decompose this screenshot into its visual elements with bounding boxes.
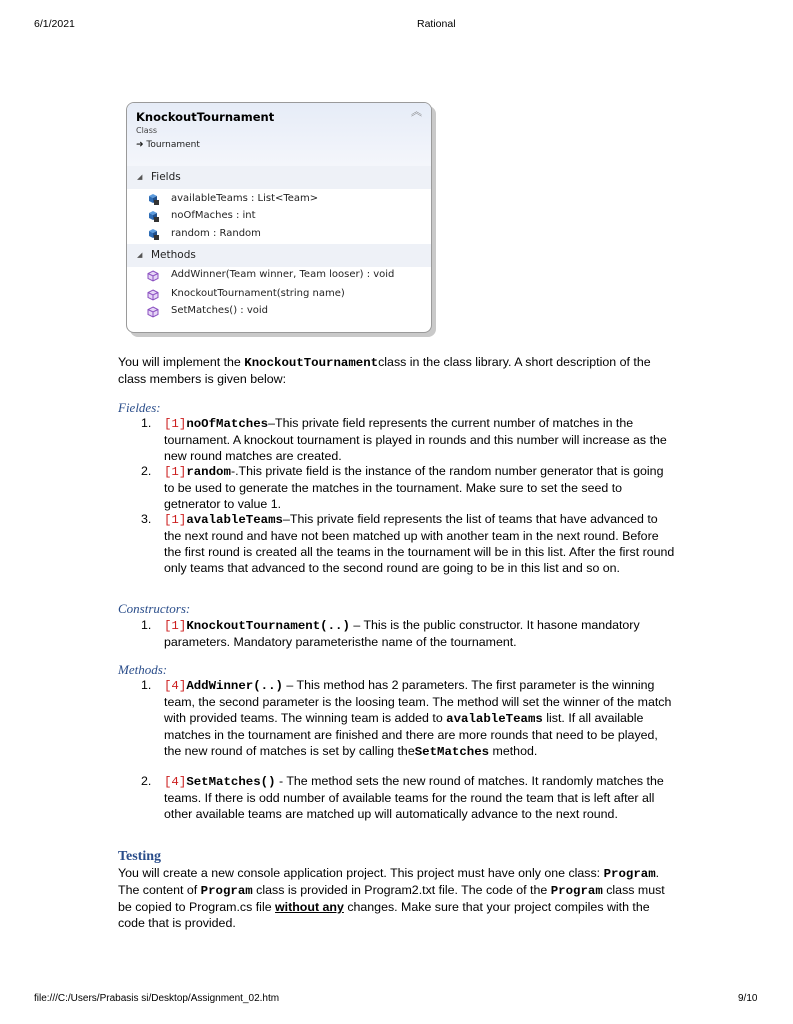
testing-heading: Testing (118, 849, 162, 864)
constructors-heading: Constructors: (118, 601, 191, 616)
emphasis-text: without any (275, 900, 344, 914)
inherit-arrow-icon: ➜ (136, 140, 147, 150)
testing-text: changes. Make sure that your project compiles with the code that is provided. (118, 900, 650, 930)
field-lock-icon (147, 228, 159, 240)
intro-text-1: You will implement the (118, 355, 245, 369)
intro-paragraph (118, 354, 678, 387)
inline-code: Program (603, 867, 656, 881)
class-header (127, 103, 431, 166)
class-base (136, 140, 200, 150)
class-diagram (126, 102, 432, 333)
field-no-of-maches: noOfMaches : int (171, 210, 256, 221)
method-cube-icon (147, 306, 159, 318)
page-number: 9/10 (738, 993, 758, 1004)
field-code: noOfMatches (186, 417, 269, 431)
testing-text: You will create a new console application project. This project must have only one class: (118, 866, 604, 880)
intro-class-code: KnockoutTournament (244, 356, 379, 370)
field-code: avalableTeams (186, 513, 283, 527)
method-description: - The method sets the new round of matches. It randomly matches the teams. If there is odd number of available teams for the round the team that is left after all other available teams are matched up will automatically advance to the next round. (164, 774, 664, 821)
method-cube-icon (147, 270, 159, 282)
fields-heading: Fieldes: (118, 400, 161, 415)
field-item-random (164, 463, 676, 512)
method-set-matches: SetMatches() : void (171, 305, 268, 316)
intro-text-2: class in the class library. A short description of the class members is given below: (118, 355, 651, 386)
methods-section-header[interactable] (127, 244, 431, 267)
constructor-code: KnockoutTournament(..) (186, 619, 350, 633)
field-available-teams: availableTeams : List<Team> (171, 193, 319, 204)
method-description-1: – This method has 2 parameters. The first parameter is the winning team, the second parameter is the loosing team. The method will set the winner of the match with provided teams. The winning team is added to (164, 678, 672, 725)
double-chevron-up-icon[interactable]: ︽ (411, 105, 422, 118)
list-number: 2. (141, 464, 152, 478)
collapse-triangle-icon: ◢ (137, 251, 143, 259)
field-description: -.This private field is the instance of the random number generator that is going to be used to generate the matches in the tournament. Make sure to set the seed to getnerator to value 1. (164, 464, 664, 511)
testing-text: class must be copied to Program.cs file (118, 883, 665, 914)
method-cube-icon (147, 289, 159, 301)
points-tag: [4] (164, 775, 187, 789)
methods-heading: Methods: (118, 662, 168, 677)
field-random: random : Random (171, 228, 261, 239)
method-constructor: KnockoutTournament(string name) (171, 288, 345, 299)
method-code: AddWinner(..) (186, 679, 283, 693)
method-code: SetMatches() (186, 775, 276, 789)
class-name: KnockoutTournament (136, 110, 275, 124)
points-tag: [1] (164, 417, 187, 431)
inline-code: Program (200, 884, 253, 898)
inline-code: SetMatches (414, 745, 490, 759)
constructor-description: – This is the public constructor. It hasone mandatory parameters. Mandatory parameteristhe name of the tournament. (164, 618, 640, 649)
fields-label: Fields (151, 171, 181, 183)
points-tag: [4] (164, 679, 187, 693)
list-number: 1. (141, 416, 152, 430)
list-number: 2. (141, 774, 152, 788)
constructor-item (164, 617, 676, 650)
collapse-triangle-icon: ◢ (137, 173, 143, 181)
method-add-winner: AddWinner(Team winner, Team looser) : void (171, 269, 395, 280)
field-description: –This private field represents the current number of matches in the tournament. A knockout tournament is played in rounds and this number will increase as the new round matches are created. (164, 416, 667, 463)
list-number: 1. (141, 678, 152, 692)
methods-label: Methods (151, 249, 196, 261)
points-tag: [1] (164, 619, 187, 633)
inline-code: avalableTeams (446, 712, 543, 726)
page-title: Rational (417, 18, 456, 30)
testing-text: . The content of (118, 866, 660, 897)
field-code: random (186, 465, 231, 479)
field-lock-icon (147, 210, 159, 222)
list-number: 1. (141, 618, 152, 632)
print-date: 6/1/2021 (34, 18, 75, 30)
points-tag: [1] (164, 513, 187, 527)
base-class-name: Tournament (146, 140, 200, 150)
field-description: –This private field represents the list of teams that have advanced to the next round and have not been matched up with another team in the next round. Before the first round is created all the teams in the tournament will be in this list. After the first round only teams that advanced to the second round are going to be in this list and so on. (164, 512, 675, 575)
field-item-no-of-matches (164, 415, 676, 464)
method-item-set-matches (164, 773, 676, 822)
method-item-add-winner (164, 677, 676, 760)
file-path: file:///C:/Users/Prabasis si/Desktop/Assignment_02.htm (34, 993, 280, 1004)
method-description-3: method. (489, 744, 538, 758)
inline-code: Program (550, 884, 603, 898)
testing-text: class is provided in Program2.txt file. The code of the (252, 883, 551, 897)
class-stereotype: Class (136, 126, 158, 135)
points-tag: [1] (164, 465, 187, 479)
fields-section-header[interactable] (127, 166, 431, 189)
field-item-avalable-teams (164, 511, 676, 576)
field-lock-icon (147, 193, 159, 205)
list-number: 3. (141, 512, 152, 526)
testing-paragraph (118, 865, 678, 931)
method-description-2: list. If all available matches in the tournament are finished and there are more rounds that need to be played, the new round of matches is set by calling the (164, 711, 658, 758)
